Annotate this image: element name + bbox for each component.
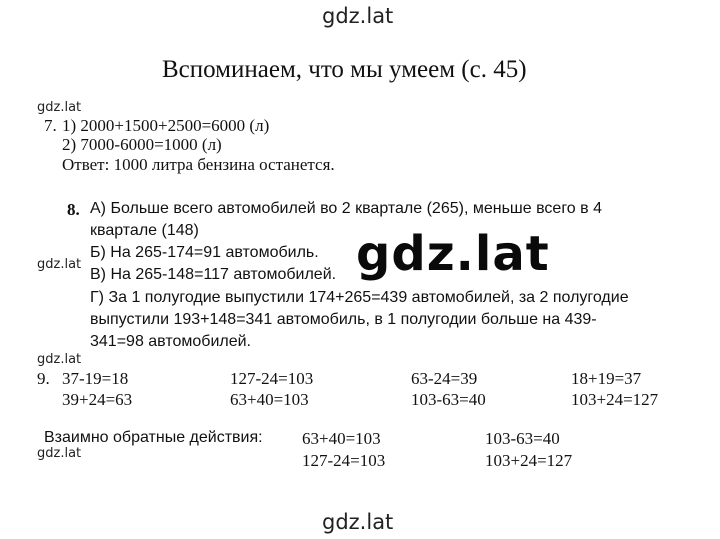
watermark-top: gdz.lat — [322, 4, 394, 28]
task8-g-line1: Г) За 1 полугодие выпустили 174+265=439 автомобилей, за 2 полугодие — [90, 289, 629, 306]
watermark-bottom: gdz.lat — [322, 510, 394, 534]
page-title: Вспоминаем, что мы умеем (с. 45) — [162, 56, 527, 83]
inverse-r2c1: 127-24=103 — [302, 451, 386, 470]
task7-answer: Ответ: 1000 литра бензина останется. — [62, 155, 335, 174]
task8-g-line2: выпустили 193+148=341 автомобиль, в 1 полугодии больше на 439- — [90, 311, 597, 328]
task8-a-line1: А) Больше всего автомобилей во 2 квартале (265), меньше всего в 4 — [90, 200, 602, 217]
inverse-r2c2: 103+24=127 — [485, 451, 573, 470]
task8-number: 8. — [67, 200, 80, 219]
inverse-label: Взаимно обратные действия: — [44, 429, 263, 446]
task9-r1c1: 37-19=18 — [62, 369, 129, 388]
watermark-task8: gdz.lat — [37, 257, 82, 272]
task8-a-line2: квартале (148) — [90, 222, 199, 239]
task9-r2c1: 39+24=63 — [62, 390, 133, 409]
task8-b: Б) На 265-174=91 автомобиль. — [90, 244, 319, 261]
task9-number: 9. — [37, 369, 50, 388]
task9-r1c2: 127-24=103 — [230, 369, 314, 388]
task9-r2c2: 63+40=103 — [230, 390, 309, 409]
task9-r2c3: 103-63=40 — [411, 390, 486, 409]
task9-r1c3: 63-24=39 — [411, 369, 478, 388]
task8-g-line3: 341=98 автомобилей. — [90, 333, 251, 350]
watermark-task7: gdz.lat — [37, 100, 82, 115]
watermark-inverse: gdz.lat — [37, 446, 82, 461]
task9-r2c4: 103+24=127 — [571, 390, 659, 409]
inverse-r1c2: 103-63=40 — [485, 429, 560, 448]
task9-r1c4: 18+19=37 — [571, 369, 642, 388]
task8-v: В) На 265-148=117 автомобилей. — [90, 266, 337, 283]
task7-line2: 2) 7000-6000=1000 (л) — [62, 135, 222, 154]
watermark-center: gdz.lat — [356, 226, 550, 282]
inverse-r1c1: 63+40=103 — [302, 429, 381, 448]
watermark-task9: gdz.lat — [37, 352, 82, 367]
task7-line1: 1) 2000+1500+2500=6000 (л) — [62, 116, 270, 135]
task7-number: 7. — [44, 116, 57, 135]
